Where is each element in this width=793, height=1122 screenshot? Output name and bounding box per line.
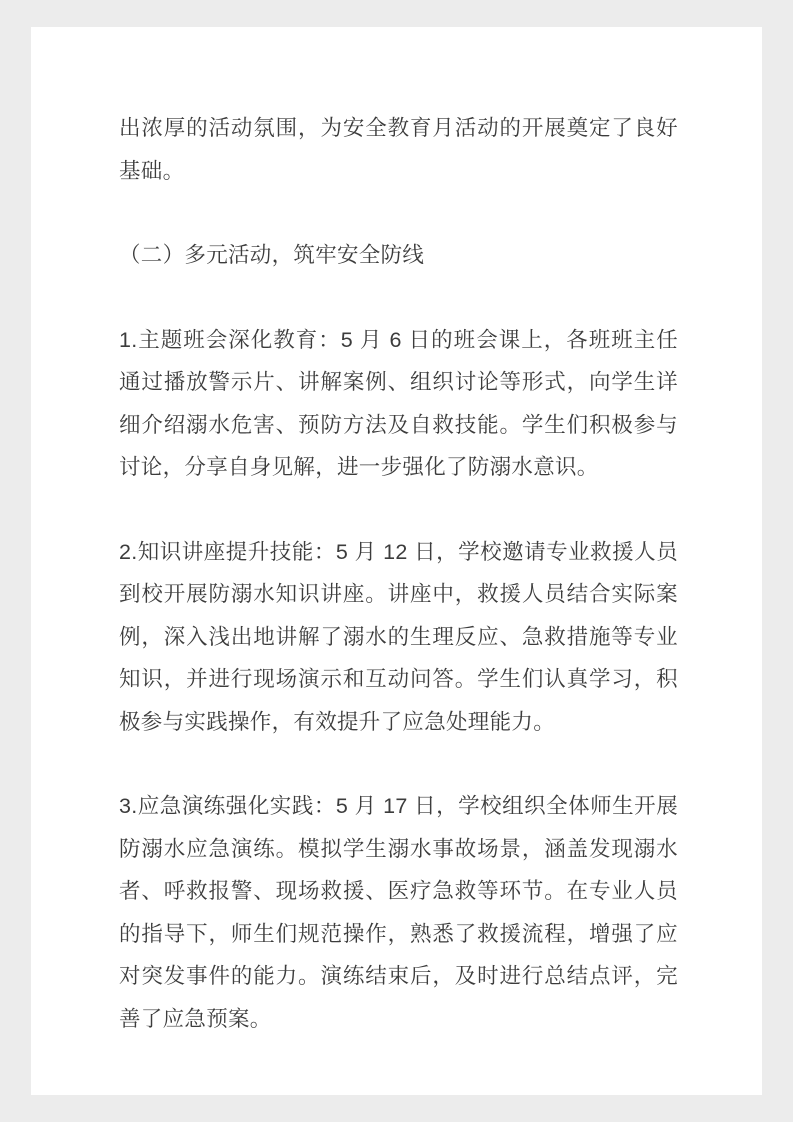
paragraph-knowledge-lecture: 2.知识讲座提升技能：5 月 12 日，学校邀请专业救援人员到校开展防溺水知识讲座。讲座中，救援人员结合实际案例，深入浅出地讲解了溺水的生理反应、急救措施等专业知识，并进行现场演示和互动问答。学生们认真学习，积极参与实践操作，有效提升了应急处理能力。 (119, 539, 678, 734)
paragraph-intro-conclusion: 出浓厚的活动氛围，为安全教育月活动的开展奠定了良好基础。 (119, 116, 678, 183)
document-page (31, 27, 762, 1095)
section-heading-two: （二）多元活动，筑牢安全防线 (119, 243, 425, 267)
paragraph-theme-class-meeting: 1.主题班会深化教育：5 月 6 日的班会课上，各班班主任通过播放警示片、讲解案例、组织讨论等形式，向学生详细介绍溺水危害、预防方法及自救技能。学生们积极参与讨论，分享自身见解，进一步强化了防溺水意识。 (119, 327, 678, 479)
paragraph-emergency-drill: 3.应急演练强化实践：5 月 17 日，学校组织全体师生开展防溺水应急演练。模拟学生溺水事故场景，涵盖发现溺水者、呼救报警、现场救援、医疗急救等环节。在专业人员的指导下，师生们规范操作，熟悉了救援流程，增强了应对突发事件的能力。演练结束后，及时进行总结点评，完善了应急预案。 (119, 794, 678, 1031)
